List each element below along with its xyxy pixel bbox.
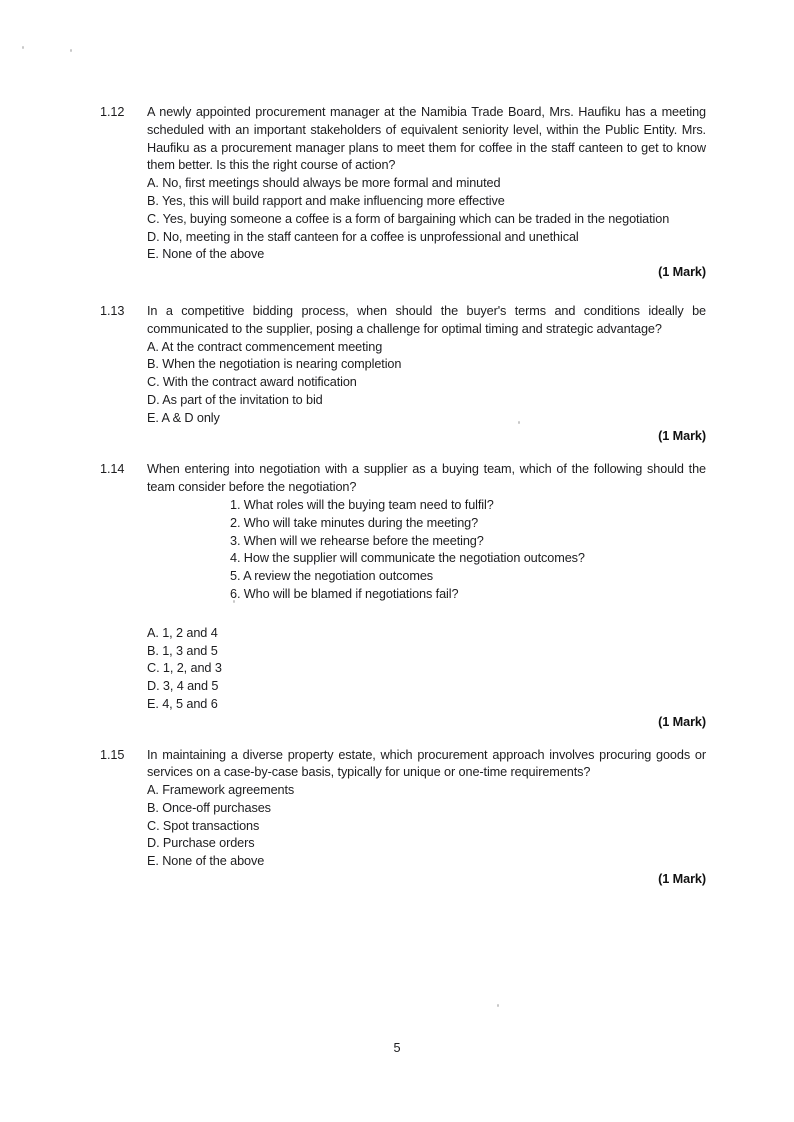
option-e: E. None of the above <box>147 247 265 262</box>
question-number: 1.15 <box>100 747 125 762</box>
question-number: 1.12 <box>100 105 125 119</box>
consideration-list <box>230 497 706 604</box>
mark-label: (1 Mark) <box>658 428 706 443</box>
question-1-13 <box>100 303 706 445</box>
option-d: D. Purchase orders <box>147 836 255 851</box>
option-c: C. Yes, buying someone a coffee is a form of bargaining which can be traded in the negotiation <box>147 211 670 226</box>
option-c: C. 1, 2, and 3 <box>147 661 222 676</box>
option-a: A. No, first meetings should always be more formal and minuted <box>147 176 501 191</box>
option-d: D. No, meeting in the staff canteen for a coffee is unprofessional and unethical <box>147 229 579 244</box>
option-c: C. Spot transactions <box>147 818 260 833</box>
list-item-4: 4. How the supplier will communicate the negotiation outcomes? <box>230 551 585 566</box>
mark-label: (1 Mark) <box>658 872 706 887</box>
question-body <box>147 303 706 445</box>
list-item-2: 2. Who will take minutes during the meeting? <box>230 515 479 530</box>
option-b: B. Yes, this will build rapport and make influencing more effective <box>147 193 505 208</box>
mark-label: (1 Mark) <box>658 714 706 729</box>
option-a: A. 1, 2 and 4 <box>147 625 218 640</box>
list-item-5: 5. A review the negotiation outcomes <box>230 569 434 584</box>
option-d: D. 3, 4 and 5 <box>147 679 219 694</box>
option-a: A. At the contract commencement meeting <box>147 339 383 354</box>
scan-artifact <box>70 49 72 52</box>
answer-options <box>147 625 706 714</box>
option-b: B. 1, 3 and 5 <box>147 643 218 658</box>
question-1-14 <box>100 461 706 731</box>
question-number: 1.14 <box>100 462 125 477</box>
option-c: C. With the contract award notification <box>147 375 357 390</box>
questions-section <box>100 104 706 889</box>
question-body <box>147 747 706 889</box>
question-text: When entering into negotiation with a supplier as a buying team, which of the following should the team consider before the negotiation? <box>147 462 706 495</box>
question-1-12 <box>100 104 706 282</box>
option-e: E. A & D only <box>147 410 220 425</box>
scan-artifact <box>22 46 24 49</box>
question-body <box>147 461 706 731</box>
question-number: 1.13 <box>100 303 125 318</box>
option-b: B. When the negotiation is nearing completion <box>147 357 402 372</box>
option-d: D. As part of the invitation to bid <box>147 392 323 407</box>
scan-artifact <box>497 1004 499 1007</box>
list-item-1: 1. What roles will the buying team need to fulfil? <box>230 497 494 512</box>
option-e: E. 4, 5 and 6 <box>147 696 218 711</box>
question-body <box>147 104 706 282</box>
page-number: 5 <box>393 1041 401 1055</box>
option-a: A. Framework agreements <box>147 783 295 798</box>
option-e: E. None of the above <box>147 854 265 869</box>
list-item-3: 3. When will we rehearse before the meeting? <box>230 533 484 548</box>
list-item-6: 6. Who will be blamed if negotiations fail? <box>230 586 459 601</box>
question-text: In a competitive bidding process, when should the buyer's terms and conditions ideally be communicated to the supplier, posing a challenge for optimal timing and strategic advantage? <box>147 303 706 336</box>
question-1-15 <box>100 747 706 889</box>
mark-label: (1 Mark) <box>658 265 706 280</box>
question-text: A newly appointed procurement manager at the Namibia Trade Board, Mrs. Haufiku has a meeting scheduled with an important stakeholders of equivalent seniority level, within the Public Entity. Mrs. Haufiku as a procurement manager plans to meet them for coffee in the staff canteen to get to know them better. Is this the right course of action? <box>147 105 706 173</box>
option-b: B. Once-off purchases <box>147 800 271 815</box>
question-text: In maintaining a diverse property estate, which procurement approach involves procuring goods or services on a case-by-case basis, typically for unique or one-time requirements? <box>147 747 706 780</box>
